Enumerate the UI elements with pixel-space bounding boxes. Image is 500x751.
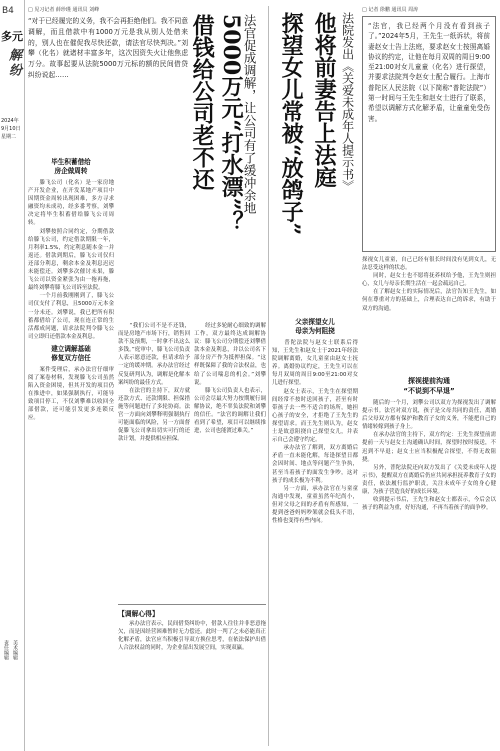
issue-date: 9月10日 <box>1 126 21 132</box>
story2-quote-box <box>362 16 496 252</box>
paragraph: 在法官的主持下，双方就还款方式、还款期限、担保措施等问题进行了多轮协商。法官一方面向刘攀释明强制执行可能面临的风险，另一方面督促滕飞公司拿出切实可行的还款计划，并提供相应担保。 <box>118 387 190 443</box>
masthead <box>0 0 25 751</box>
section-heading-2b: 修复双方信任 <box>51 353 91 362</box>
mediation-note-box <box>118 604 266 744</box>
page-number: B4 <box>2 6 14 16</box>
story2-column-b <box>362 376 496 512</box>
paragraph: 探视女儿童童，自己已经有很长时间没有见到女儿，无法忍受这样的状态。 <box>362 257 496 272</box>
story2-column-a <box>272 318 358 525</box>
paragraph: 在承办法官的主持下，双方约定：王先生探望前需提前一天与赵女士沟通确认时间，探望时按时接送，不迟到不早退；赵女士应当积极配合探望，不得无故阻挠。 <box>362 432 496 463</box>
paragraph: “我们公司不是不还钱，而是房地产市场下行，销售回款不及预期，一时拿不出这么多钱。”庭审中，滕飞公司负责人表示愿意还款，但请求给予一定的缓冲期。承办法官经过反复研判认为，调解是化解本案纠纷的最佳方式。 <box>118 323 190 386</box>
paragraph: 另一方面，承办法官在与童童沟通中发现，童童虽然年纪尚小，但对父母之间的矛盾有所感知，一提到爸爸妈妈吵架就会低头不语，性格也变得有些内向。 <box>272 485 358 525</box>
section-heading-4: 探视提前沟通 <box>408 377 450 385</box>
story1-intro-text: “对于已经履完的义务，我不会再拒绝他们。我不同意调解，而且借款中有1000万元是我从别人处借来的，别人也在催促我尽快还款，请法官尽快判决。”刘攀（化名）就诸材丰富多年，这次因资失火让他焦虑万分。故事起要从法院5000万元标的额的民间借贷纠纷说起…… <box>28 17 188 79</box>
section-heading-3: 父亲探望女儿 <box>295 318 335 326</box>
paragraph: 滕飞公司负责人也表示，公司会尽最大努力按期履行调解协议，绝不辜负法院和刘攀的信任。“法官的调解让我们看到了希望，项目可以继续推进，公司也能渡过难关。” <box>194 387 266 435</box>
paragraph: 案件受理后，承办法官仔细审阅了案卷材料，发现滕飞公司虽然陷入资金困境，但其开发的项目仍在推进中，如果强制执行，可能导致项目停工，不仅刘攀难以收回全部借款，还可能引发更多连锁反应。 <box>28 366 114 422</box>
story1-title-kicker: 法官促成调解，让公司有了缓冲余地 <box>242 14 258 214</box>
paragraph: 在了解赵女士的实际情况后，法官告知王先生，如何在尊重对方的基础上，合理表达自己的诉求，有助于双方的沟通。 <box>362 289 496 312</box>
section-heading-1: 毕生积蓄借给 <box>51 158 91 166</box>
story-divider <box>268 6 269 746</box>
note-body: 承办法官表示，民间借贷纠纷中，借款人往往并非恶意拖欠，而是因经营困难暂时无力偿还。此时一判了之未必能真正化解矛盾，法官应当积极引导双方换位思考，在依法保护出借人合法权益的同时，为企业留出发展空间，实现双赢。 <box>118 621 266 652</box>
section-heading-1b: 房企做周转 <box>54 167 88 175</box>
section-heading-2: 建立调解基础 <box>51 344 91 353</box>
story1-column-2 <box>118 322 190 443</box>
note-title: 【调解心得】 <box>118 610 159 618</box>
story1-title-main2: 借钱给公司老不还 <box>189 14 216 190</box>
footer-editor: 责任编辑 <box>3 640 9 660</box>
paragraph: 一个月前我刚刚到了，滕飞公司仅支付了利息，且5000万元本金一分未还。刘攀说，我已把所有积蓄都借给了公司，现在连正常的生活都成问题，请求法院判令滕飞公司立即归还借款本金及利息。 <box>28 293 114 340</box>
paragraph: 承办法官了解到，双方离婚后矛盾一直未能化解，每逢探望日都会因时间、地点等问题产生争执，甚至当着孩子的面发生争吵，这对孩子的成长极为不利。 <box>272 445 358 484</box>
story1-column-3 <box>194 322 266 435</box>
paragraph: 普陀法院与赵女士联系后得知，王先生和赵女士于2021年经法院调解离婚，女儿童童由赵女士抚养。离婚协议约定，王先生可以在每月双周的周日9:00至21:00对女儿进行探望。 <box>272 340 358 387</box>
story1-column-1 <box>28 158 114 423</box>
story2-title2: 探望女儿常被“放鸽子” <box>278 12 305 236</box>
issue-weekday: 星期二 <box>1 134 17 140</box>
story2-kicker: 法院发出《关爱未成年人提示书》 <box>340 12 355 192</box>
issue-year: 2024年 <box>1 118 19 124</box>
story2-title: 他将前妻告上法庭 <box>311 12 338 188</box>
paragraph: 经过多轮耐心细致的调解工作，双方最终达成调解协议：滕飞公司分期偿还刘攀借款本金及利息，并以公司名下部分房产作为抵押担保。“这样既保障了我的合法权益，也给了公司喘息的机会。”刘攀说。 <box>194 323 266 386</box>
story1-intro <box>28 16 188 81</box>
paragraph: 收到提示书后，王先生和赵女士都表示，今后会以孩子的利益为重，好好沟通，不再当着孩子的面争吵。 <box>362 497 496 512</box>
section-name: 多元 <box>1 30 23 43</box>
section-subtitle: 解纷 <box>6 48 21 78</box>
section-heading-4b: “不说到不早退” <box>403 387 455 395</box>
paragraph: 随后的一个月，刘攀公司以双方为探视发出了调解提示书。法官对双方说，孩子是父母共同的责任，离婚后父母双方都有保护和教育子女的义务，不能把自己的情绪转嫁到孩子身上。 <box>362 400 496 431</box>
section-heading-3b: 母亲为何阻挠 <box>295 327 335 335</box>
paragraph: 赵女士表示，王先生在探望期间经常不按时送回孩子，甚至有时带孩子去一些不适合的场所，她担心孩子的安全，才拒绝了王先生的探望请求。而王先生则认为，赵女士是故意阻挠自己探望女儿，并表示自己会遵守约定。 <box>272 388 358 444</box>
paragraph: 另外，普陀法院还向双方发出了《关爱未成年人提示书》，提醒双方在离婚后仍应共同承担抚养教育子女的责任，依法履行监护职责，关注未成年子女的身心健康，为孩子营造良好的成长环境。 <box>362 464 496 496</box>
story2-byline: □ 记者 徐鹏 通讯员 周涛 <box>362 7 419 13</box>
story2-column-c <box>362 256 496 313</box>
story2-quote-text: “法官，我已经两个月没有看到孩子了。”2024年5月，王先生一纸诉状，将前妻赵女士告上法庭，要求赵女士按照离婚协议的约定，让他在每月双周的周日9:00至21:00对女儿童童（化名）进行探望，并要求法院判令赵女士配合履行。上海市普陀区人民法院（以下简称“普陀法院”）第一时间与王先生和赵女士进行了联系，希望以调解方式化解矛盾，让童童免受伤害。 <box>368 22 490 123</box>
paragraph: 同时，赵女士也不愿将抚养权给予他，王先生则担心，女儿与母亲长期生活在一起会疏远自己。 <box>362 273 496 288</box>
story1-byline: □ 见习记者 薛珍瑾 通讯员 刘峰 <box>28 7 100 13</box>
paragraph: 刘攀按照合同约定，分期借款给滕飞公司，约定借款期限一年，月利率1.5%，约定利息随本金一并返还。借款到期后，滕飞公司仅归还部分利息，剩余本金及利息迟迟未能偿还。刘攀多次催讨未果，滕飞公司以资金紧张为由一拖再拖，最终刘攀将滕飞公司诉至法院。 <box>28 228 114 292</box>
paragraph: 滕飞公司（化名）是一家房地产开发企业，在开发某地产项目中因期资金周转出现困难，多方寻求融资均未成功，经多番考察，刘攀决定将毕生积蓄借给滕飞公司周转。 <box>28 180 114 227</box>
story1-title-main: 5000万元“打水漂”？ <box>218 14 245 233</box>
footer-designer: 美术编辑 <box>12 640 18 660</box>
